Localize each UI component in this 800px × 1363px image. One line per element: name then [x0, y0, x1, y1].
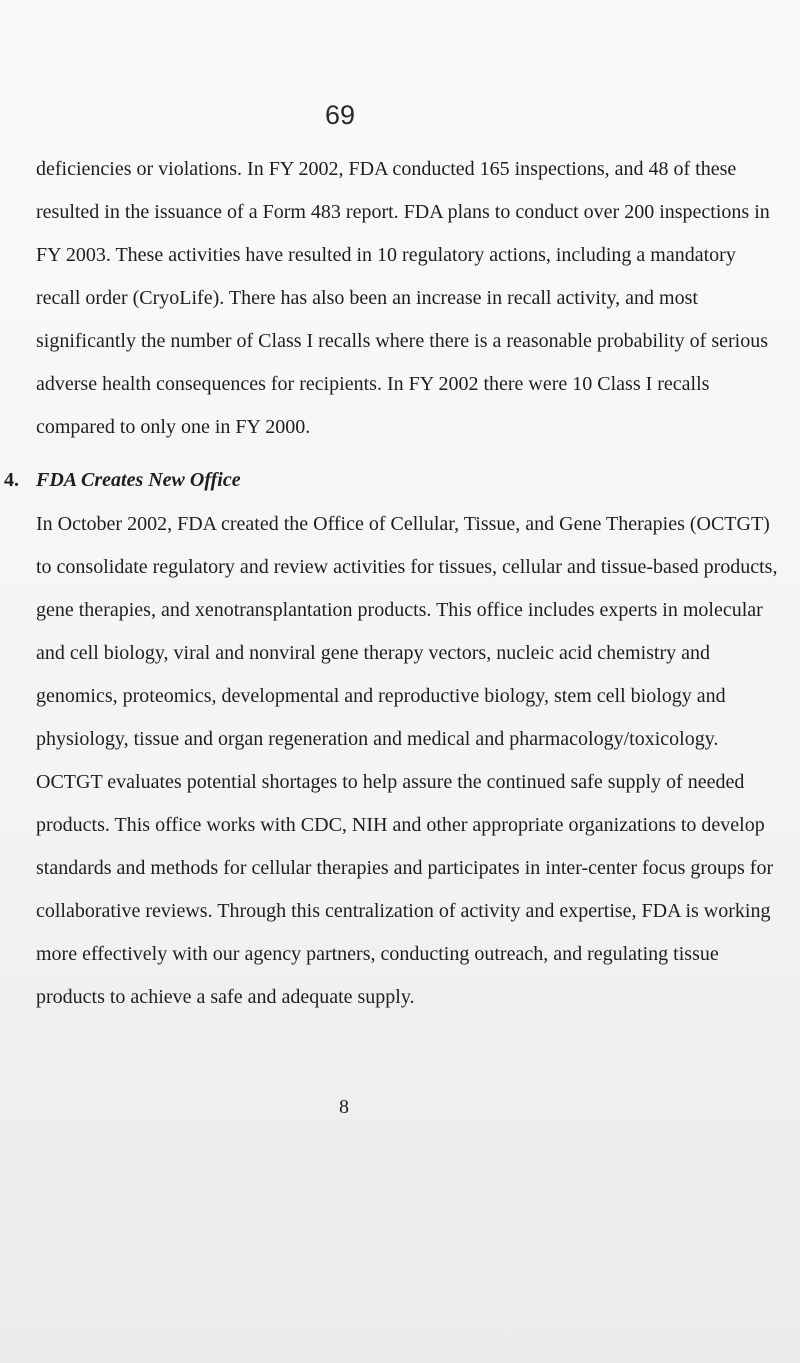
- paragraph-line: physiology, tissue and organ regeneration and medical and pharmacology/toxicology.: [36, 728, 719, 750]
- section-number: 4.: [4, 469, 19, 491]
- paragraph-line: collaborative reviews. Through this centralization of activity and expertise, FDA is working: [36, 900, 771, 922]
- paragraph-line: to consolidate regulatory and review activities for tissues, cellular and tissue-based products,: [36, 556, 778, 578]
- paragraph-line: genomics, proteomics, developmental and reproductive biology, stem cell biology and: [36, 685, 726, 707]
- paragraph-line: compared to only one in FY 2000.: [36, 416, 311, 438]
- paragraph-line: standards and methods for cellular therapies and participates in inter-center focus groups for: [36, 857, 774, 879]
- paragraph-line: adverse health consequences for recipients. In FY 2002 there were 10 Class I recalls: [36, 373, 710, 395]
- paragraph-line: more effectively with our agency partners, conducting outreach, and regulating tissue: [36, 943, 719, 965]
- paragraph-line: OCTGT evaluates potential shortages to help assure the continued safe supply of needed: [36, 771, 745, 793]
- paragraph-line: significantly the number of Class I recalls where there is a reasonable probability of serious: [36, 330, 768, 352]
- paragraph-line: recall order (CryoLife). There has also been an increase in recall activity, and most: [36, 287, 698, 309]
- page-number-top: 69: [324, 100, 356, 130]
- paragraph-line: FY 2003. These activities have resulted in 10 regulatory actions, including a mandatory: [36, 244, 736, 266]
- paragraph-line: products. This office works with CDC, NIH and other appropriate organizations to develop: [36, 814, 765, 836]
- page-number-bottom: 8: [339, 1096, 349, 1118]
- paragraph-line: deficiencies or violations. In FY 2002, FDA conducted 165 inspections, and 48 of these: [36, 158, 737, 180]
- section-title: FDA Creates New Office: [36, 469, 241, 491]
- paragraph-line: gene therapies, and xenotransplantation products. This office includes experts in molecular: [36, 599, 763, 621]
- paragraph-line: and cell biology, viral and nonviral gene therapy vectors, nucleic acid chemistry and: [36, 642, 711, 664]
- paragraph-line: In October 2002, FDA created the Office of Cellular, Tissue, and Gene Therapies (OCTGT): [36, 513, 770, 535]
- paragraph-line: resulted in the issuance of a Form 483 report. FDA plans to conduct over 200 inspections in: [36, 201, 770, 223]
- paragraph-line: products to achieve a safe and adequate supply.: [36, 986, 415, 1008]
